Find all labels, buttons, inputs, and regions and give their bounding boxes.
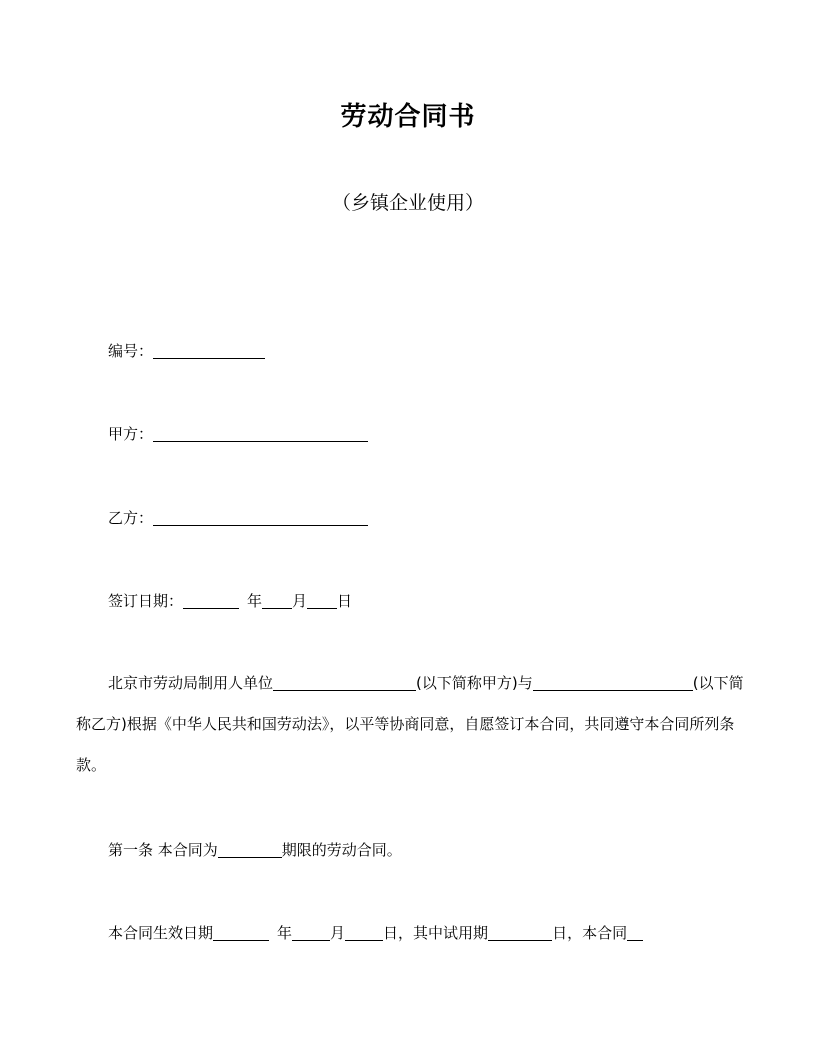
sign-day-blank[interactable]	[307, 590, 337, 609]
effective-year-blank[interactable]	[213, 922, 269, 941]
effective-month-label: 月	[330, 924, 346, 942]
party-b-row	[108, 507, 368, 528]
party-a-row	[108, 423, 368, 444]
party-a-blank[interactable]	[153, 423, 368, 442]
article-1-text-1: 第一条 本合同为	[108, 841, 218, 859]
probation-blank[interactable]	[488, 922, 552, 941]
article-1-row	[108, 839, 402, 860]
intro-text-2: (以下简称甲方)与	[416, 674, 533, 692]
sign-date-label: 签订日期：	[108, 592, 184, 610]
document-title: 劳动合同书	[340, 102, 476, 132]
party-b-blank[interactable]	[153, 507, 368, 526]
contract-trailing-blank[interactable]	[627, 922, 643, 941]
contract-number-row	[108, 340, 265, 361]
party-a-label: 甲方：	[108, 425, 154, 443]
effective-text-2: 日，其中试用期	[383, 924, 489, 942]
sign-year-blank[interactable]	[183, 590, 239, 609]
sign-month-label: 月	[292, 592, 308, 610]
intro-paragraph	[76, 663, 744, 786]
sign-month-blank[interactable]	[262, 590, 292, 609]
effective-text-1: 本合同生效日期	[108, 924, 214, 942]
effective-month-blank[interactable]	[292, 922, 330, 941]
contract-number-label: 编号：	[108, 342, 154, 360]
article-1-text-2: 期限的劳动合同。	[281, 841, 402, 859]
sign-year-label: 年	[247, 592, 263, 610]
party-b-label: 乙方：	[108, 509, 154, 527]
employee-blank[interactable]	[533, 676, 693, 691]
effective-date-row	[108, 922, 643, 943]
document-subtitle: （乡镇企业使用）	[331, 192, 484, 214]
effective-text-3: 日，本合同	[552, 924, 628, 942]
intro-text-3: (以下简称乙方)根据《中华人民共和国劳动法》，以平等协商同意，自愿签订本合同，共同遵守本合同所列条款。	[76, 674, 744, 774]
sign-date-row	[108, 590, 352, 611]
effective-day-blank[interactable]	[345, 922, 383, 941]
effective-year-label: 年	[277, 924, 293, 942]
sign-day-label: 日	[337, 592, 353, 610]
intro-text-1: 北京市劳动局制用人单位	[108, 674, 274, 692]
employer-blank[interactable]	[273, 676, 416, 691]
contract-term-blank[interactable]	[218, 839, 282, 858]
contract-number-blank[interactable]	[153, 340, 265, 359]
